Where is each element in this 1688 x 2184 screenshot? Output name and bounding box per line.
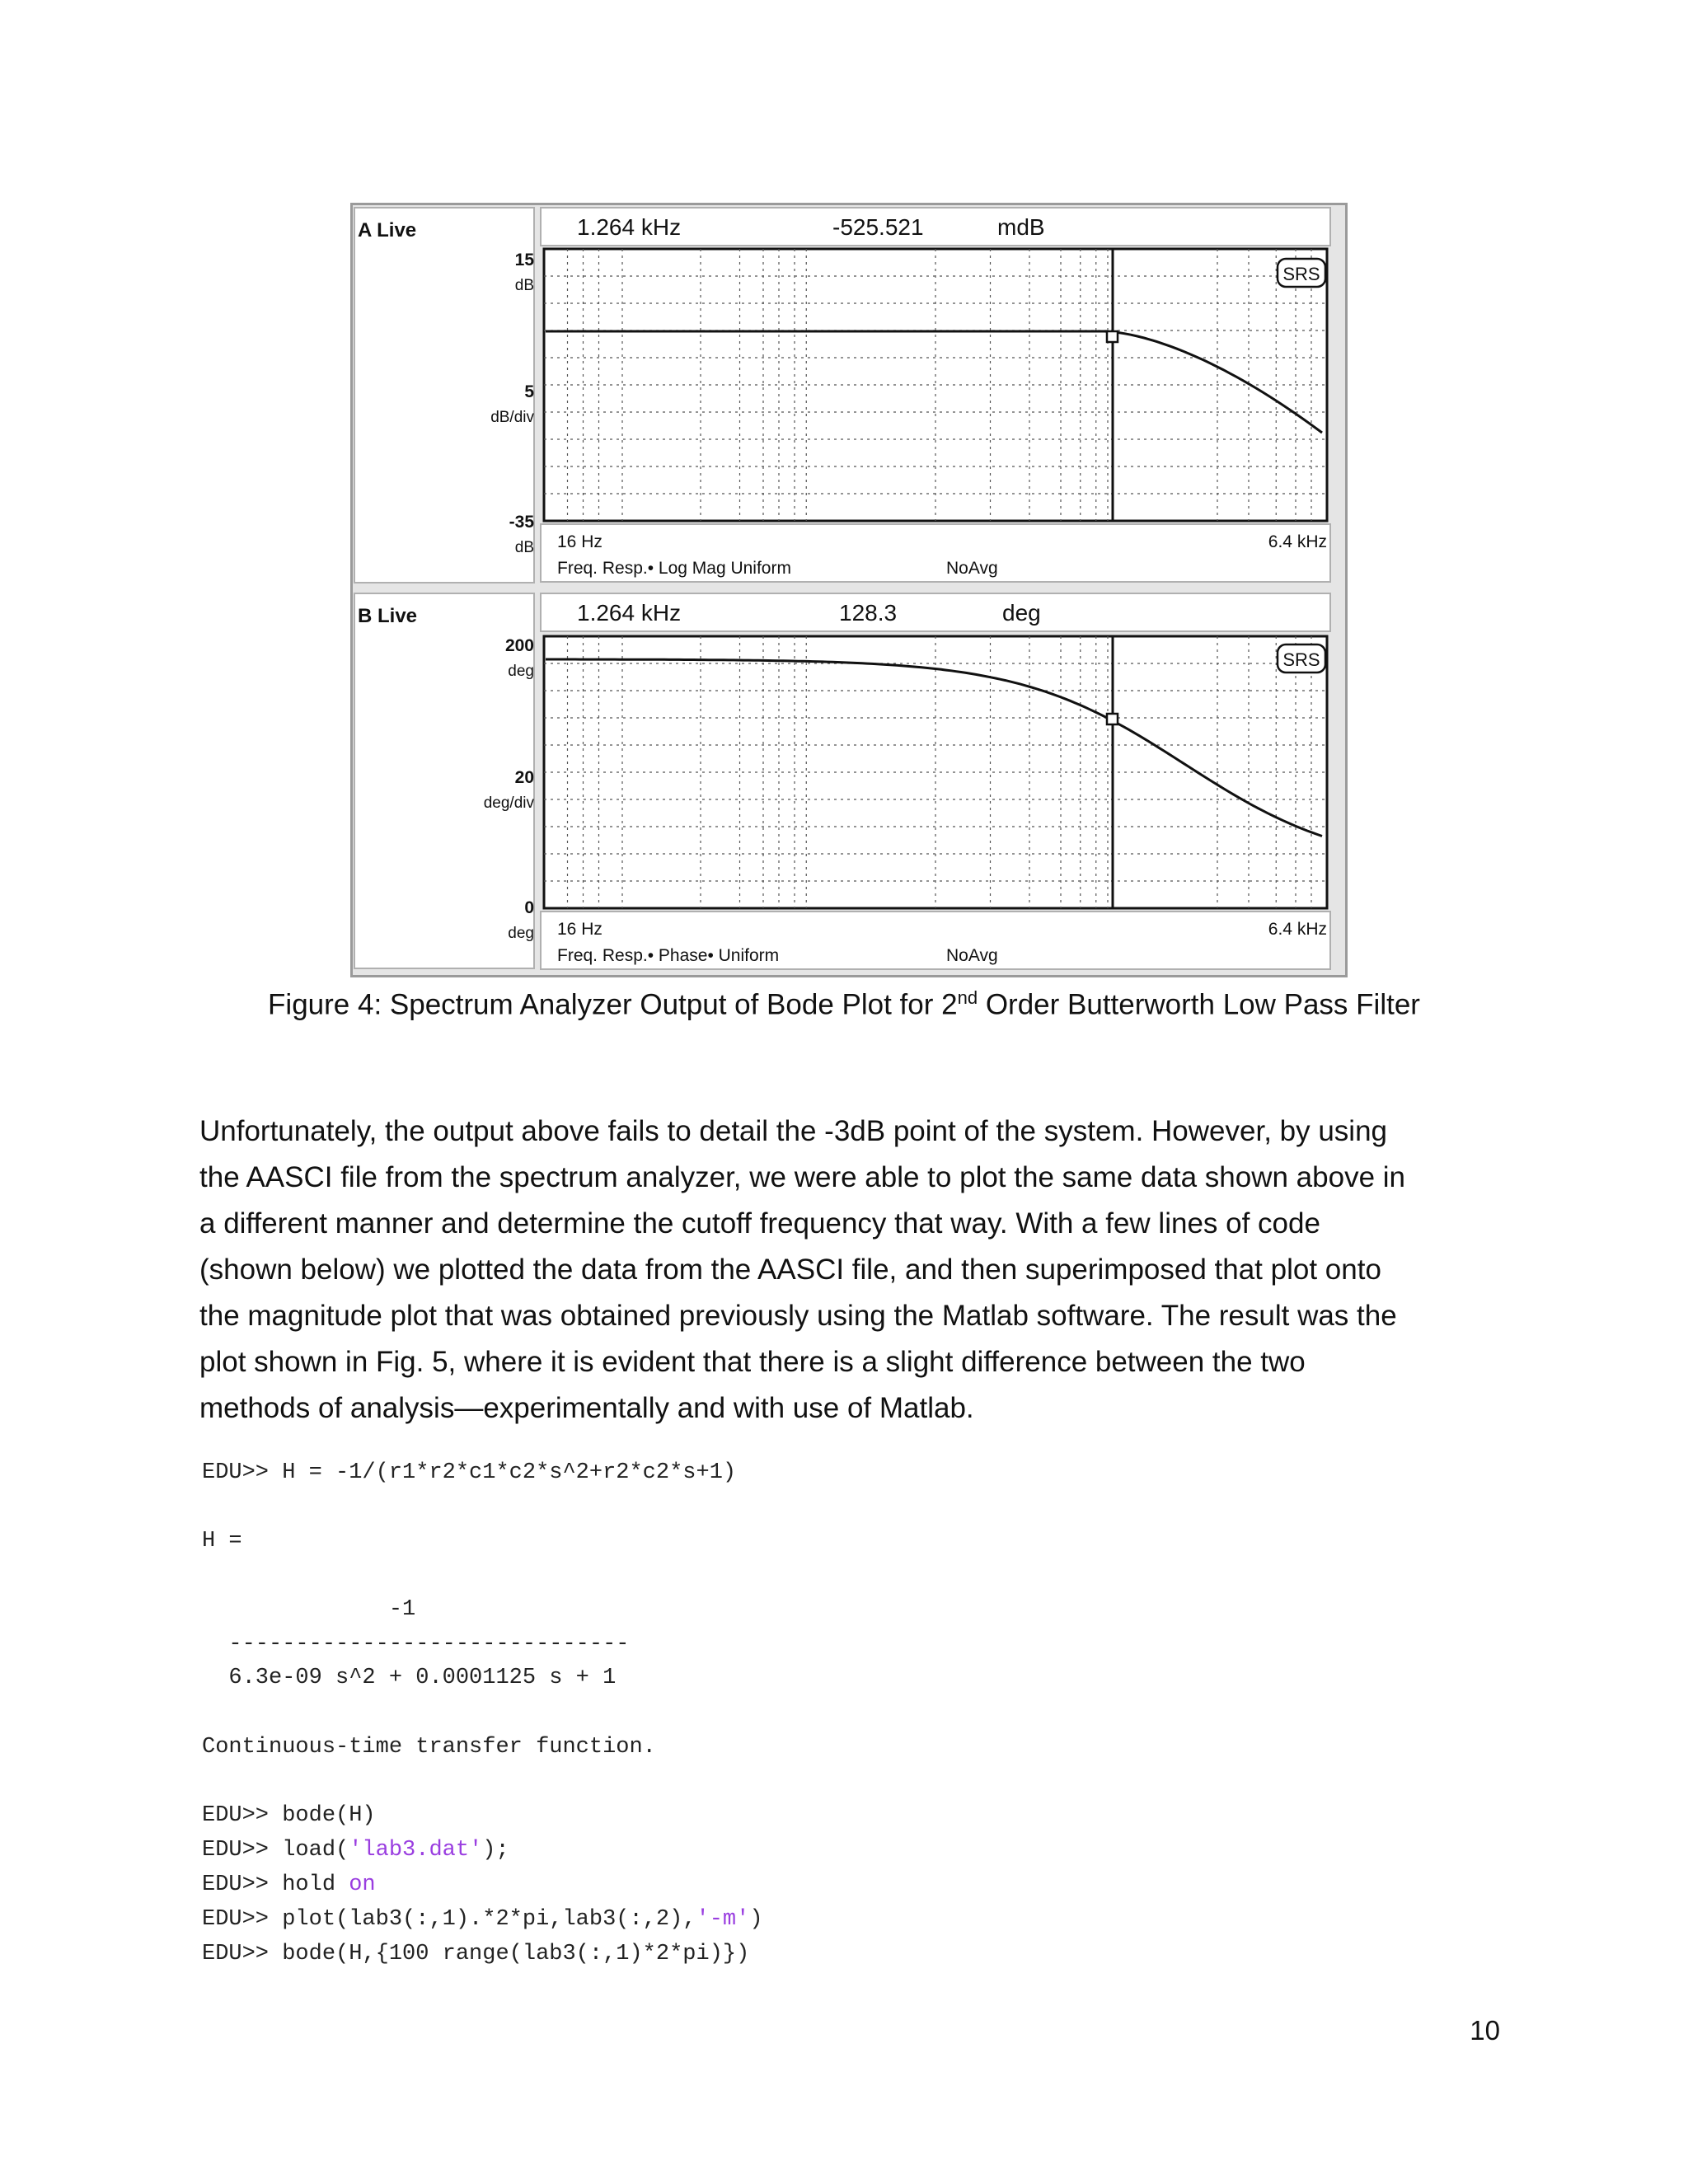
panel-a-y-mid-unit: dB/div — [490, 409, 534, 426]
caption-text-end: Order Butterworth Low Pass Filter — [978, 988, 1420, 1021]
panel-a-header-value: -525.521 — [832, 214, 924, 240]
panel-a-y-top-unit: dB — [514, 277, 534, 294]
panel-b-footer-mode: Freq. Resp.• Phase• Uniform — [557, 946, 780, 965]
panel-a-x-start: 16 Hz — [557, 532, 603, 551]
code-plot-prefix: EDU>> plot(lab3(:,1).*2*pi,lab3(:,2), — [202, 1907, 696, 1932]
paragraph-line: methods of analysis—experimentally and with use of Matlab. — [199, 1392, 974, 1424]
paragraph-line: the AASCI file from the spectrum analyzer, we were able to plot the same data shown above in — [199, 1161, 1406, 1193]
code-line-plot — [202, 1907, 763, 1932]
panel-a-footer-mode: Freq. Resp.• Log Mag Uniform — [557, 559, 791, 578]
paragraph-line: Unfortunately, the output above fails to detail the -3dB point of the system. However, by using — [199, 1115, 1388, 1147]
panel-a-y-top: 15 — [514, 251, 534, 269]
page-number: 10 — [1470, 2015, 1500, 2046]
panel-a-y-mid: 5 — [524, 382, 534, 401]
code-hold-keyword: on — [349, 1872, 376, 1897]
paragraph-line: (shown below) we plotted the data from the AASCI file, and then superimposed that plot onto — [199, 1254, 1381, 1286]
code-continuous-label: Continuous-time transfer function. — [202, 1735, 656, 1760]
panel-b-header-unit: deg — [1002, 600, 1041, 626]
panel-a — [354, 208, 1330, 583]
panel-b-header-value: 128.3 — [839, 600, 898, 626]
panel-a-header-freq: 1.264 kHz — [577, 214, 682, 240]
panel-a-footer-avg: NoAvg — [946, 559, 998, 578]
caption-text: Figure 4: Spectrum Analyzer Output of Bode Plot for 2 — [268, 988, 958, 1021]
code-line-bode: EDU>> bode(H) — [202, 1803, 376, 1828]
code-plot-string: '-m' — [696, 1907, 750, 1932]
panel-b-x-start: 16 Hz — [557, 920, 603, 939]
paragraph-line: the magnitude plot that was obtained previously using the Matlab software. The result was the — [199, 1300, 1397, 1332]
panel-b-y-mid-unit: deg/div — [483, 794, 534, 812]
srs-badge-a-text: SRS — [1282, 264, 1320, 284]
code-plot-suffix: ) — [749, 1907, 763, 1932]
panel-a-header-unit: mdB — [997, 214, 1045, 240]
figure-caption — [0, 987, 1688, 1022]
magnitude-cursor-marker — [1107, 331, 1118, 342]
panel-b-x-end: 6.4 kHz — [1268, 920, 1327, 939]
panel-a-x-end: 6.4 kHz — [1268, 532, 1327, 551]
analyzer-graphic — [0, 0, 1688, 989]
srs-badge-b-text: SRS — [1282, 649, 1320, 670]
panel-a-y-bot: -35 — [509, 513, 534, 532]
panel-b-label: B Live — [358, 605, 418, 627]
code-line-h-definition: EDU>> H = -1/(r1*r2*c1*c2*s^2+r2*c2*s+1) — [202, 1460, 737, 1485]
phase-cursor-marker — [1107, 714, 1118, 724]
panel-b-y-bot: 0 — [524, 898, 534, 917]
code-load-suffix: ); — [482, 1838, 509, 1863]
code-line-load — [202, 1838, 509, 1863]
code-h-label: H = — [202, 1529, 242, 1554]
panel-b-y-top: 200 — [504, 636, 534, 655]
code-line-bode-range: EDU>> bode(H,{100 range(lab3(:,1)*2*pi)}) — [202, 1942, 750, 1966]
code-load-prefix: EDU>> load( — [202, 1838, 349, 1863]
code-denominator: 6.3e-09 s^2 + 0.0001125 s + 1 — [202, 1666, 617, 1690]
code-fraction-bar: ------------------------------ — [202, 1632, 630, 1657]
code-hold-prefix: EDU>> hold — [202, 1872, 349, 1897]
panel-b-y-mid: 20 — [514, 768, 534, 787]
panel-b-footer-avg: NoAvg — [946, 946, 998, 965]
paragraph-line: plot shown in Fig. 5, where it is evident that there is a slight difference between the two — [199, 1346, 1306, 1378]
panel-a-label: A Live — [358, 219, 417, 241]
paragraph-line: a different manner and determine the cutoff frequency that way. With a few lines of code — [199, 1207, 1320, 1240]
body-paragraph — [199, 1108, 1502, 1432]
code-numerator: -1 — [202, 1597, 416, 1622]
panel-b — [354, 593, 1330, 969]
panel-b-y-bot-unit: deg — [508, 925, 534, 942]
code-load-string: 'lab3.dat' — [349, 1838, 483, 1863]
code-line-hold — [202, 1872, 376, 1897]
panel-b-header-freq: 1.264 kHz — [577, 600, 682, 626]
caption-superscript: nd — [957, 987, 978, 1008]
panel-b-y-top-unit: deg — [508, 663, 534, 680]
panel-a-y-bot-unit: dB — [514, 539, 534, 556]
